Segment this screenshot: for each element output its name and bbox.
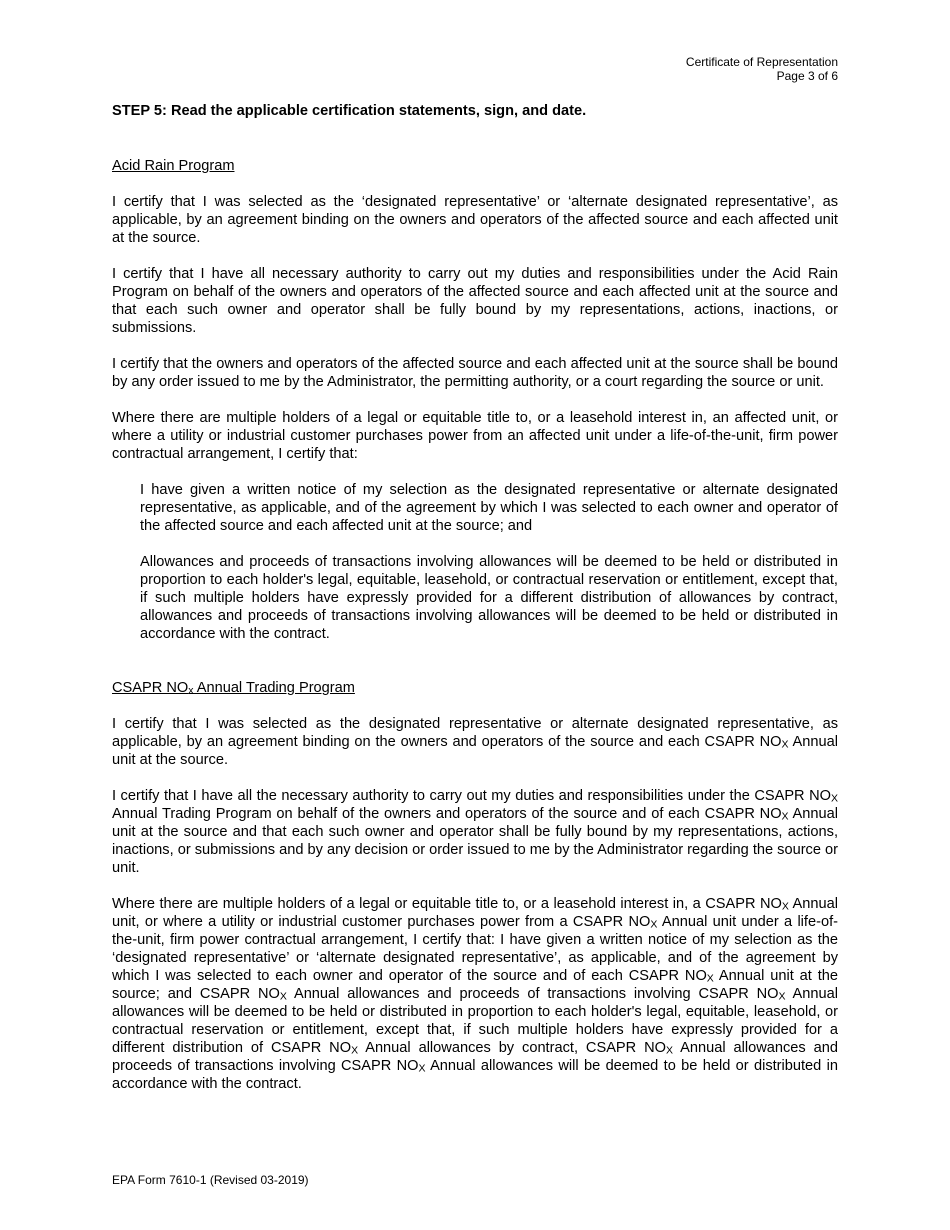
nox-subscript: x — [188, 684, 194, 697]
text-run: Annual unit at the source. — [112, 734, 838, 768]
page-number: Page 3 of 6 — [776, 69, 838, 83]
nox-subscript: X — [706, 972, 714, 985]
text-run: Annual allowances and proceeds of transactions involving CSAPR NO — [112, 1040, 838, 1074]
document-body — [112, 102, 838, 1093]
acid-rain-paragraph-2: I certify that I have all necessary authority to carry out my duties and responsibilities under the Acid Rain Program on behalf of the owners and operators of the affected source and each affected unit at the source and that each such owner and operator shall be fully bound by my representations, actions, inactions, or submissions. — [112, 266, 838, 336]
acid-rain-paragraph-1: I certify that I was selected as the ‘designated representative’ or ‘alternate designated representative’, as applicable, by an agreement binding on the owners and operators of the affected source and each affected unit at the source. — [112, 194, 838, 246]
nox-subscript: X — [666, 1044, 674, 1057]
page-header — [686, 55, 838, 83]
text-run: Annual allowances will be deemed to be held or distributed in accordance with the contract. — [112, 1058, 838, 1092]
csapr-paragraph-2 — [112, 787, 838, 877]
acid-rain-paragraph-4: Where there are multiple holders of a legal or equitable title to, or a leasehold interest in, an affected unit, or where a utility or industrial customer purchases power from an affected unit under a life-of-the-unit, firm power contractual arrangement, I certify that: — [112, 410, 838, 462]
text-run: Annual Trading Program on behalf of the owners and operators of the source and of each CSAPR NO — [112, 806, 782, 822]
acid-rain-paragraph-3: I certify that the owners and operators of the affected source and each affected unit at the source shall be bound by any order issued to me by the Administrator, the permitting authority, or a court regarding the source or unit. — [112, 356, 838, 390]
csapr-heading-part: Annual Trading Program — [193, 680, 355, 696]
text-run: Annual allowances by contract, CSAPR NO — [358, 1040, 667, 1056]
acid-rain-indented-paragraph-1: I have given a written notice of my selection as the designated representative or alternate designated representative, as applicable, and of the agreement by which I was selected to each owner and operator of the affected source and each affected unit at the source; and — [140, 482, 838, 534]
document-title: Certificate of Representation — [685, 55, 838, 69]
step-title: STEP 5: Read the applicable certification statements, sign, and date. — [112, 103, 587, 119]
csapr-paragraph-3 — [112, 895, 838, 1093]
text-run: Annual allowances and proceeds of transactions involving CSAPR NO — [286, 986, 779, 1002]
text-run: Annual unit under a life-of-the-unit, firm power contractual arrangement, I certify that: I have given a written notice of my selection as the ‘designated representative’ or ‘alternate designated representative’, as applicable, and of the agreement by which I was selected to each owner and operator of the source and of each CSAPR NO — [112, 914, 838, 984]
nox-subscript: X — [650, 918, 658, 931]
acid-rain-indented-paragraph-2: Allowances and proceeds of transactions involving allowances will be deemed to be held or distributed in proportion to each holder's legal, equitable, leasehold, or contractual reservation or entitlement, except that, if such multiple holders have expressly provided for a different distribution of allowances by contract, allowances and proceeds of transactions involving allowances will be deemed to be held or distributed in accordance with the contract. — [140, 554, 838, 642]
csapr-heading-part: CSAPR NO — [112, 680, 189, 696]
nox-subscript: X — [351, 1044, 359, 1057]
text-run: I certify that I have all the necessary authority to carry out my duties and responsibilities under the CSAPR NO — [112, 788, 831, 804]
nox-subscript: X — [418, 1062, 426, 1075]
text-run: Annual unit, or where a utility or industrial customer purchases power from a CSAPR NO — [112, 896, 838, 930]
text-run: I certify that I was selected as the designated representative or alternate designated representative, as applicable, by an agreement binding on the owners and operators of the source and each CSAPR NO — [112, 716, 838, 750]
text-run: Annual unit at the source; and CSAPR NO — [112, 968, 838, 1002]
nox-subscript: X — [830, 792, 838, 805]
nox-subscript: X — [781, 810, 789, 823]
form-identifier: EPA Form 7610-1 (Revised 03-2019) — [112, 1173, 309, 1187]
text-run: Where there are multiple holders of a legal or equitable title to, or a leasehold interest in, a CSAPR NO — [112, 896, 782, 912]
text-run: Annual unit at the source and that each such owner and operator shall be fully bound by my representations, actions, inactions, or submissions and by any decision or order issued to me by the Administrator regarding the source or unit. — [112, 806, 839, 876]
nox-subscript: X — [279, 990, 287, 1003]
nox-subscript: X — [778, 990, 786, 1003]
csapr-heading — [112, 679, 838, 697]
csapr-paragraph-1 — [112, 715, 838, 769]
acid-rain-heading: Acid Rain Program — [112, 158, 235, 174]
text-run: Annual allowances will be deemed to be held or distributed in proportion to each holder's legal, equitable, leasehold, or contractual reservation or entitlement, except that, if such multiple holders have expressly provided for a different distribution of CSAPR NO — [112, 986, 838, 1056]
nox-subscript: X — [781, 738, 789, 751]
nox-subscript: X — [781, 900, 789, 913]
